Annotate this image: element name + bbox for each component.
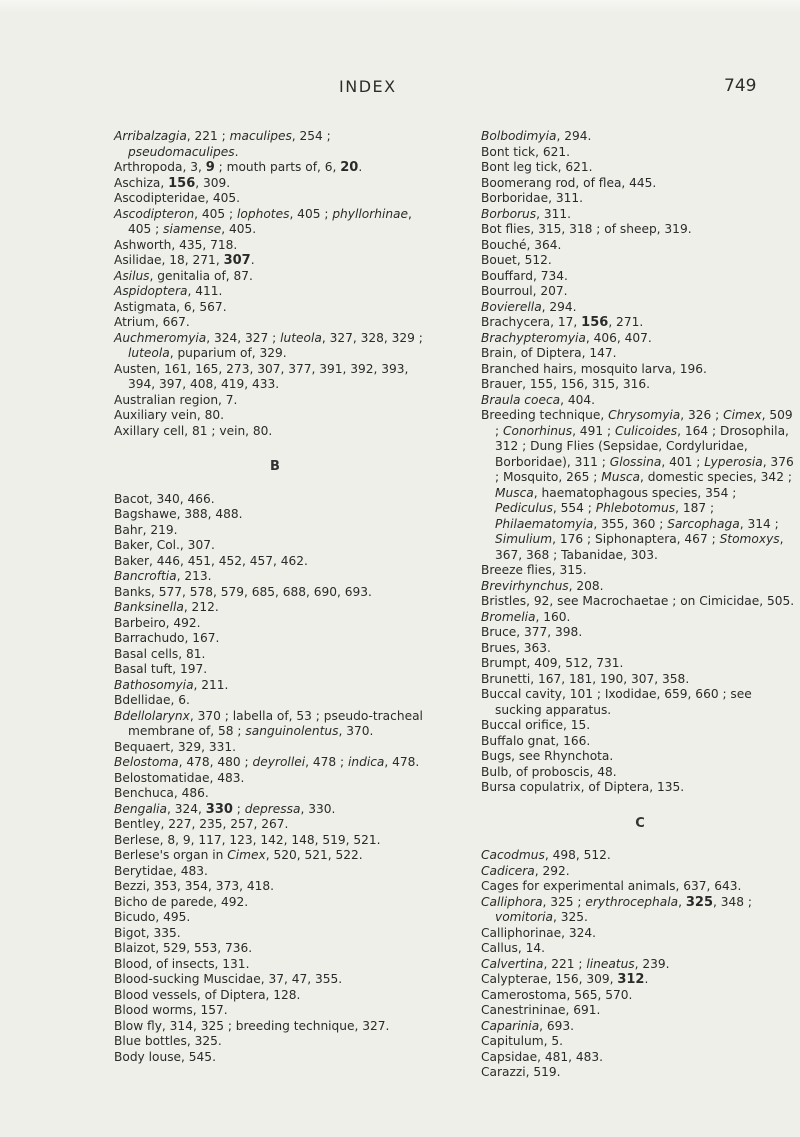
index-entry: Bovierella, 294.: [481, 299, 577, 314]
index-entry: Basal cells, 81.: [114, 646, 206, 661]
index-entry: Boomerang rod, of flea, 445.: [481, 175, 657, 190]
index-entry: Bromelia, 160.: [481, 609, 571, 624]
index-entry: Bont leg tick, 621.: [481, 160, 593, 174]
index-entry: Axillary cell, 81 ; vein, 80.: [114, 423, 273, 438]
index-entry: Bentley, 227, 235, 257, 267.: [114, 817, 289, 831]
index-entry: Bulb, of proboscis, 48.: [481, 764, 617, 779]
index-entry: Barrachudo, 167.: [114, 631, 220, 645]
page-number: 749: [724, 76, 757, 96]
index-entry: Bengalia, 324, 330 ; depressa, 330.: [114, 801, 336, 817]
index-entry: Carazzi, 519.: [481, 1065, 561, 1079]
index-entry: Capsidae, 481, 483.: [481, 1049, 604, 1064]
index-entry: Cacodmus, 498, 512.: [481, 848, 611, 862]
index-entry: Baker, 446, 451, 452, 457, 462.: [114, 553, 308, 568]
index-entry: Ascodipteridae, 405.: [114, 191, 240, 205]
index-entry: Belostoma, 478, 480 ; deyrollei, 478 ; indica, 478.: [114, 755, 420, 769]
index-entry: Bouffard, 734.: [481, 268, 568, 283]
section-letter-c: C: [635, 815, 645, 831]
index-entry: Asilidae, 18, 271, 307.: [114, 253, 255, 268]
index-entry: Canestrininae, 691.: [481, 1003, 601, 1017]
index-entry: Brues, 363.: [481, 640, 551, 655]
index-entry: Caparinia, 693.: [481, 1018, 575, 1033]
index-entry: Brumpt, 409, 512, 731.: [481, 656, 624, 670]
index-entry: Brain, of Diptera, 147.: [481, 346, 617, 360]
index-entry: Brevirhynchus, 208.: [481, 578, 604, 593]
index-entry: Blow fly, 314, 325 ; breeding technique, 327.: [114, 1018, 390, 1033]
index-entry: Blaizot, 529, 553, 736.: [114, 941, 253, 955]
index-entry: Camerostoma, 565, 570.: [481, 987, 633, 1002]
index-entry: Body louse, 545.: [114, 1049, 216, 1064]
index-entry: Basal tuft, 197.: [114, 662, 208, 676]
index-entry: Bot flies, 315, 318 ; of sheep, 319.: [481, 222, 692, 236]
index-entry: Blood worms, 157.: [114, 1003, 228, 1017]
index-entry: Banksinella, 212.: [114, 600, 219, 614]
index-entry: Ashworth, 435, 718.: [114, 237, 238, 252]
index-entry: Auxiliary vein, 80.: [114, 408, 224, 422]
index-entry: Calliphorinae, 324.: [481, 925, 597, 940]
index-entry: Aspidoptera, 411.: [114, 284, 223, 298]
index-entry: Callus, 14.: [481, 941, 545, 955]
index-entry: Benchuca, 486.: [114, 786, 209, 800]
index-entry: Bristles, 92, see Macrochaetae ; on Cimicidae, 505.: [481, 594, 795, 608]
section-letter-b: B: [270, 459, 280, 474]
index-entry: Calvertina, 221 ; lineatus, 239.: [481, 956, 670, 971]
index-entry: Australian region, 7.: [114, 392, 238, 407]
index-entry: Branched hairs, mosquito larva, 196.: [481, 361, 707, 376]
index-entry: Bicho de parede, 492.: [114, 894, 249, 909]
index-entry: Breeding technique, Chrysomyia, 326 ; Cimex, 509 ; Conorhinus, 491 ; Culicoides, 164 ; Drosophila, 312 ; Dung Flies (Sepsidae, Cordyluridae, Borboridae), 311 ; Glossina, 401 ; Lyperosia, 376 ; Mosquito, 265 ; Musca, domestic species, 342 ; Musca, haematophagous species, 354 ; Pediculus, 554 ; Phlebotomus, 187 ; Philaematomyia, 355, 360 ; Sarcophaga, 314 ; Simulium, 176 ; Siphonaptera, 467 ; Stomoxys, 367, 368 ; Tabanidae, 303.: [481, 408, 794, 562]
index-entry: Arribalzagia, 221 ; maculipes, 254 ; pseudomaculipes.: [114, 129, 331, 159]
index-entry: Bouet, 512.: [481, 253, 552, 267]
index-column-left: [114, 129, 436, 1065]
index-entry: Bolbodimyia, 294.: [481, 129, 592, 143]
index-entry: Austen, 161, 165, 273, 307, 377, 391, 392, 393, 394, 397, 408, 419, 433.: [114, 361, 409, 391]
index-entry: Bequaert, 329, 331.: [114, 739, 236, 754]
index-entry: Atrium, 667.: [114, 315, 190, 329]
index-entry: Capitulum, 5.: [481, 1034, 563, 1048]
index-entry: Brachypteromyia, 406, 407.: [481, 330, 652, 345]
index-entry: Braula coeca, 404.: [481, 392, 596, 407]
index-entry: Blood, of insects, 131.: [114, 956, 250, 971]
index-entry: Borborus, 311.: [481, 206, 571, 221]
index-entry: Borboridae, 311.: [481, 191, 584, 205]
index-entry: Brachycera, 17, 156, 271.: [481, 315, 644, 330]
index-entry: Bont tick, 621.: [481, 144, 571, 159]
index-entry: Bourroul, 207.: [481, 284, 568, 298]
page-top-edge: [0, 0, 800, 14]
index-entry: Barbeiro, 492.: [114, 615, 201, 630]
index-entry: Calypterae, 156, 309, 312.: [481, 972, 649, 987]
index-entry: Cages for experimental animals, 637, 643.: [481, 879, 742, 893]
index-entry: Blood-sucking Muscidae, 37, 47, 355.: [114, 972, 343, 986]
index-entry: Blue bottles, 325.: [114, 1034, 222, 1048]
index-entry: Berlese's organ in Cimex, 520, 521, 522.: [114, 848, 363, 862]
index-entry: Buccal cavity, 101 ; Ixodidae, 659, 660 ; see sucking apparatus.: [481, 687, 752, 717]
index-entry: Baker, Col., 307.: [114, 538, 215, 552]
index-entry: Bugs, see Rhynchota.: [481, 749, 614, 763]
running-head-title: INDEX: [339, 77, 397, 96]
index-entry: Bagshawe, 388, 488.: [114, 507, 243, 521]
index-entry: Brauer, 155, 156, 315, 316.: [481, 377, 650, 391]
index-entry: Bahr, 219.: [114, 522, 178, 537]
index-entry: Bursa copulatrix, of Diptera, 135.: [481, 780, 685, 794]
index-entry: Bathosomyia, 211.: [114, 677, 229, 692]
index-entry: Bezzi, 353, 354, 373, 418.: [114, 879, 274, 893]
index-entry: Calliphora, 325 ; erythrocephala, 325, 348 ; vomitoria, 325.: [481, 894, 752, 924]
index-entry: Bicudo, 495.: [114, 910, 191, 924]
index-entry: Auchmeromyia, 324, 327 ; luteola, 327, 328, 329 ; luteola, puparium of, 329.: [114, 330, 423, 360]
index-entry: Ascodipteron, 405 ; lophotes, 405 ; phyllorhinae, 405 ; siamense, 405.: [114, 206, 412, 236]
index-entry: Buffalo gnat, 166.: [481, 733, 591, 748]
index-entry: Arthropoda, 3, 9 ; mouth parts of, 6, 20.: [114, 160, 363, 175]
index-column-right: [481, 129, 799, 1081]
running-head: [0, 77, 800, 107]
index-entry: Bdellolarynx, 370 ; labella of, 53 ; pseudo-tracheal membrane of, 58 ; sanguinolentus, 370.: [114, 708, 423, 738]
index-entry: Belostomatidae, 483.: [114, 770, 245, 785]
index-entry: Blood vessels, of Diptera, 128.: [114, 987, 301, 1002]
index-entry: Buccal orifice, 15.: [481, 718, 591, 732]
index-entry: Aschiza, 156, 309.: [114, 175, 231, 191]
index-entry: Bancroftia, 213.: [114, 569, 212, 583]
index-entry: Bouché, 364.: [481, 237, 562, 252]
index-entry: Berlese, 8, 9, 117, 123, 142, 148, 519, 521.: [114, 832, 381, 847]
index-entry: Bdellidae, 6.: [114, 693, 190, 707]
index-entry: Asilus, genitalia of, 87.: [114, 268, 253, 283]
index-entry: Bruce, 377, 398.: [481, 625, 583, 639]
index-entry: Cadicera, 292.: [481, 863, 570, 878]
index-entry: Brunetti, 167, 181, 190, 307, 358.: [481, 671, 690, 686]
index-entry: Bacot, 340, 466.: [114, 491, 215, 506]
index-entry: Bigot, 335.: [114, 925, 181, 940]
index-entry: Breeze flies, 315.: [481, 563, 587, 577]
index-entry: Berytidae, 483.: [114, 863, 208, 878]
index-entry: Astigmata, 6, 567.: [114, 299, 227, 314]
index-entry: Banks, 577, 578, 579, 685, 688, 690, 693.: [114, 584, 372, 599]
